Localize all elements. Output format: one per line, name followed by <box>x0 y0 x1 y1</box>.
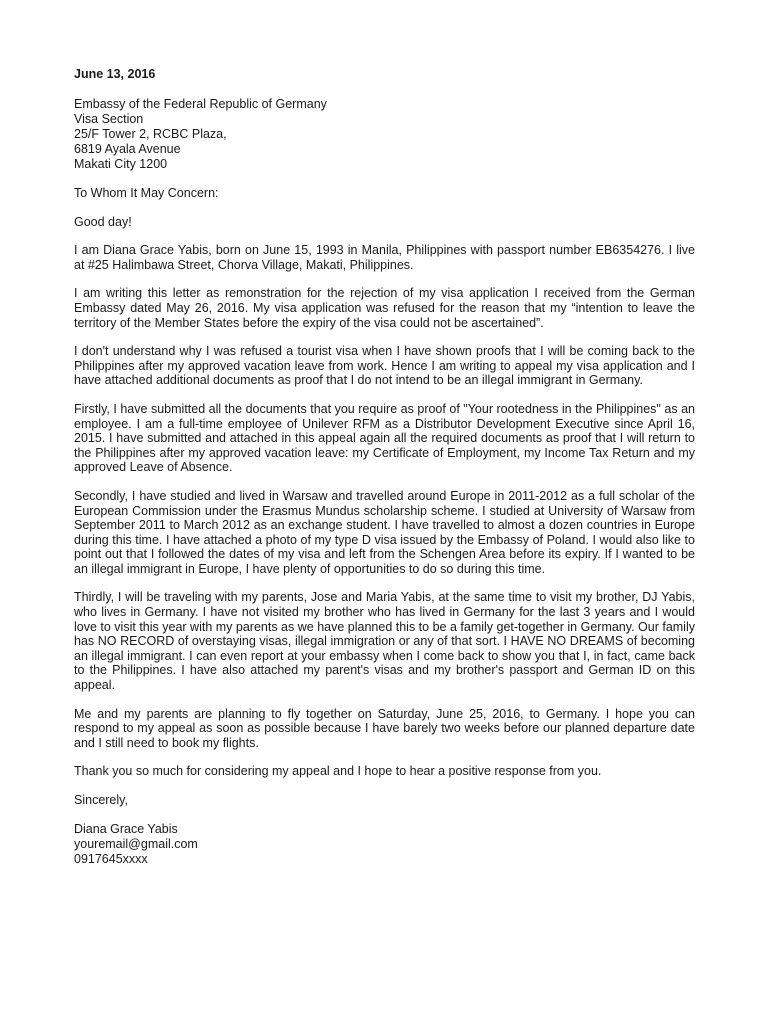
address-line: Visa Section <box>74 112 144 126</box>
closing: Sincerely, <box>74 793 128 807</box>
body-paragraph: Firstly, I have submitted all the documents that you require as proof of "Your rootedness in the Philippines" as an employee. I am a full-time employee of Unilever RFM as a Distributor Development Executive since April 16, 2015. I have submitted and attached in this appeal again all the required documents as proof that I will return to the Philippines after my approved vacation leave: my Certificate of Employment, my Income Tax Return and my approved Leave of Absence. <box>74 401 695 475</box>
body-paragraph: I don't understand why I was refused a tourist visa when I have shown proofs that I will be coming back to the Philippines after my approved vacation leave from work. Hence I am writing to appeal my visa application and I have attached additional documents as proof that I do not intend to be an illegal immigrant in Germany. <box>74 344 695 388</box>
recipient-address <box>74 97 695 172</box>
signature-name: Diana Grace Yabis <box>74 822 178 836</box>
letter-date: June 13, 2016 <box>74 67 156 81</box>
signature-email: youremail@gmail.com <box>74 837 198 851</box>
address-line: 25/F Tower 2, RCBC Plaza, <box>74 127 227 141</box>
body-paragraph: Thirdly, I will be traveling with my parents, Jose and Maria Yabis, at the same time to visit my brother, DJ Yabis, who lives in Germany. I have not visited my brother who has lived in Germany for the last 3 years and I would love to visit this year with my parents as we have planned this to be a family get-together in Germany. Our family has NO RECORD of overstaying visas, illegal immigration or any of that sort. I HAVE NO DREAMS of becoming an illegal immigrant. I can even report at your embassy when I come back to show you that I, in fact, came back to the Philippines. I have also attached my parent's visas and my brother's passport and German ID on this appeal. <box>74 590 695 693</box>
signature-block <box>74 822 695 867</box>
body-paragraph: Thank you so much for considering my appeal and I hope to hear a positive response from you. <box>74 764 602 779</box>
body-paragraph: Me and my parents are planning to fly together on Saturday, June 25, 2016, to Germany. I hope you can respond to my appeal as soon as possible because I have barely two weeks before our planned departure date and I still need to book my flights. <box>74 706 695 750</box>
salutation: To Whom It May Concern: <box>74 186 219 200</box>
greeting: Good day! <box>74 214 132 229</box>
address-line: 6819 Ayala Avenue <box>74 142 181 156</box>
address-line: Makati City 1200 <box>74 157 168 171</box>
signature-phone: 0917645xxxx <box>74 852 148 866</box>
address-line: Embassy of the Federal Republic of Germany <box>74 97 327 111</box>
body-paragraph: I am writing this letter as remonstration for the rejection of my visa application I received from the German Embassy dated May 26, 2016. My visa application was refused for the reason that my “intention to leave the territory of the Member States before the expiry of the visa could not be ascertained”. <box>74 286 695 330</box>
letter-page <box>74 66 695 867</box>
body-paragraph: I am Diana Grace Yabis, born on June 15, 1993 in Manila, Philippines with passport number EB6354276. I live at #25 Halimbawa Street, Chorva Village, Makati, Philippines. <box>74 243 695 272</box>
body-paragraph: Secondly, I have studied and lived in Warsaw and travelled around Europe in 2011-2012 as a full scholar of the European Commission under the Erasmus Mundus scholarship scheme. I studied at University of Warsaw from September 2011 to March 2012 as an exchange student. I have travelled to almost a dozen countries in Europe during this time. I have attached a photo of my type D visa issued by the Embassy of Poland. I would also like to point out that I followed the dates of my visa and left from the Schengen Area before its expiry. If I wanted to be an illegal immigrant in Europe, I have plenty of opportunities to do so during this time. <box>74 488 695 576</box>
